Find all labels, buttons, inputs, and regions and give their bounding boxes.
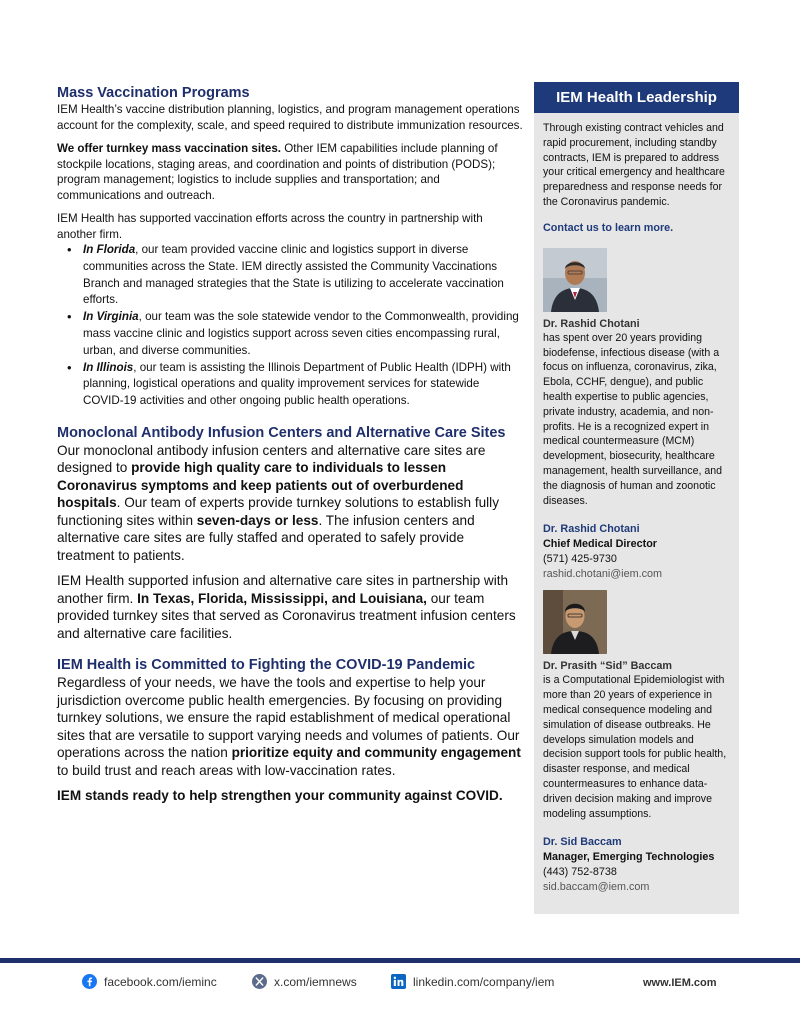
state-name: In Illinois (83, 360, 134, 374)
contact-link[interactable]: Contact us to learn more. (543, 221, 674, 234)
paragraph (57, 674, 523, 779)
text: . The infusion centers and alternative care sites are fully staffed and operated to safely provide treatment to patients. (57, 512, 475, 563)
x-label: x.com/iemnews (274, 974, 357, 989)
list-item (65, 242, 523, 309)
facebook-icon (82, 974, 97, 989)
closing-statement (57, 787, 523, 805)
text: our team provided turnkey sites that served as Coronavirus treatment infusion centers and alternative care facilities. (57, 590, 516, 641)
bio-text: has spent over 20 years providing biodefense, infectious disease (with a focus on influenza, coronavirus, zika, Ebola, CCHF, dengue), and public health expertise to public agencies, private industry, academia, and non-profits. He is a recognized expert in medical countermeasure (MCM) development, biosecurity, healthcare management, health surveillance, and the diagnosis of human and zoonotic diseases. (543, 331, 723, 507)
sidebar-intro: Through existing contract vehicles and rapid procurement, including standby contracts, IEM is prepared to address your critical emergency and healthcare preparedness and response needs for the Coronavirus pandemic. (543, 122, 725, 208)
footer (0, 972, 800, 996)
linkedin-label: linkedin.com/company/iem (413, 974, 555, 989)
section-heading-mass-vaccination: Mass Vaccination Programs (57, 85, 250, 101)
bold-text: prioritize equity and community engagement (231, 745, 521, 761)
x-link[interactable] (252, 974, 357, 989)
contact-role: Manager, Emerging Technologies (543, 851, 715, 864)
main-content (57, 84, 523, 805)
state-name: In Virginia (83, 310, 139, 324)
list-item (65, 360, 523, 410)
state-list (65, 242, 523, 410)
paragraph (57, 442, 523, 565)
paragraph (57, 141, 523, 203)
bold-text: IEM stands ready to help strengthen your community against COVID. (57, 788, 503, 804)
paragraph: IEM Health’s vaccine distribution planning, logistics, and program management operations account for the complexity, scale, and speed required to distribute immunization resources. (57, 103, 523, 132)
bold-text: In Texas, Florida, Mississippi, and Louisiana, (137, 590, 427, 606)
contact-email[interactable]: rashid.chotani@iem.com (543, 568, 662, 581)
paragraph (57, 572, 523, 642)
bold-text: provide high quality care to individuals to lessen Coronavirus symptoms and keep patients out of overburdened hospitals (57, 460, 464, 511)
text: . Our team of experts provide turnkey solutions to establish fully functioning sites within (57, 495, 499, 528)
text: , our team provided vaccine clinic and logistics support in diverse communities across the State. IEM directly assisted the Community Vaccinations Branch and managed strategies that the State is utilizing to accelerate vaccination efforts. (83, 243, 504, 307)
text: IEM Health supported infusion and alternative care sites in partnership with another firm. (57, 573, 509, 606)
bio-name: Dr. Rashid Chotani (543, 317, 640, 330)
x-icon (252, 974, 267, 989)
contact-email[interactable]: sid.baccam@iem.com (543, 881, 650, 894)
contact-phone[interactable]: (571) 425-9730 (543, 553, 617, 566)
bio-text: is a Computational Epidemiologist with more than 20 years of experience in medical consequence modeling and simulation of disease outbreaks. He develops simulation models and decision support tools for public health, disaster response, and medical countermeasures to enhance data-driven decision making and improve modeling assumptions. (543, 674, 727, 820)
headshot-sid-baccam (543, 590, 607, 654)
headshot-rashid-chotani (543, 248, 607, 312)
sidebar-title: IEM Health Leadership (534, 82, 739, 113)
section-heading-committed: IEM Health is Committed to Fighting the COVID-19 Pandemic (57, 657, 476, 674)
footer-divider (0, 958, 800, 963)
text: Other IEM capabilities include planning of stockpile locations, staging areas, and coordination and points of distribution (PODS); program management; logistics to include supplies and transportation; and communications and outreach. (57, 142, 498, 202)
text: Regardless of your needs, we have the tools and expertise to help your jurisdiction overcome public health emergencies. By focusing on providing turnkey solutions, we ensure the rapid establishment of medical operational sites that are versatile to support varying needs and volumes of patients. Our operations across the nation (57, 675, 520, 761)
facebook-link[interactable] (82, 974, 217, 989)
paragraph: IEM Health has supported vaccination efforts across the country in partnership with another firm. (57, 212, 483, 241)
bold-text: We offer turnkey mass vaccination sites. (57, 142, 282, 155)
contact-role: Chief Medical Director (543, 538, 657, 551)
text: , our team is assisting the Illinois Department of Public Health (IDPH) with planning, logistical operations and quality improvement services for statewide COVID-19 activities and other ongoing public health operations. (83, 360, 511, 408)
text: Our monoclonal antibody infusion centers and alternative care sites are designed to (57, 442, 486, 476)
text: to build trust and reach areas with low-vaccination rates. (57, 762, 396, 778)
bio-name: Dr. Prasith “Sid” Baccam (543, 660, 673, 673)
facebook-label: facebook.com/ieminc (104, 974, 217, 989)
list-item (65, 309, 523, 359)
contact-phone[interactable]: (443) 752-8738 (543, 866, 617, 879)
linkedin-icon (391, 974, 406, 989)
leadership-sidebar (534, 82, 739, 914)
website-link[interactable]: www.IEM.com (643, 977, 717, 989)
contact-name: Dr. Sid Baccam (543, 836, 622, 849)
state-name: In Florida (83, 243, 136, 256)
bold-text: seven-days or less (196, 512, 319, 528)
contact-name: Dr. Rashid Chotani (543, 523, 640, 536)
section-heading-monoclonal: Monoclonal Antibody Infusion Centers and Alternative Care Sites (57, 424, 506, 441)
linkedin-link[interactable] (391, 974, 554, 989)
text: , our team was the sole statewide vendor to the Commonwealth, providing mass vaccine clinic and logistics support across seven cities encompassing rural, urban, and diverse communities. (83, 310, 519, 357)
